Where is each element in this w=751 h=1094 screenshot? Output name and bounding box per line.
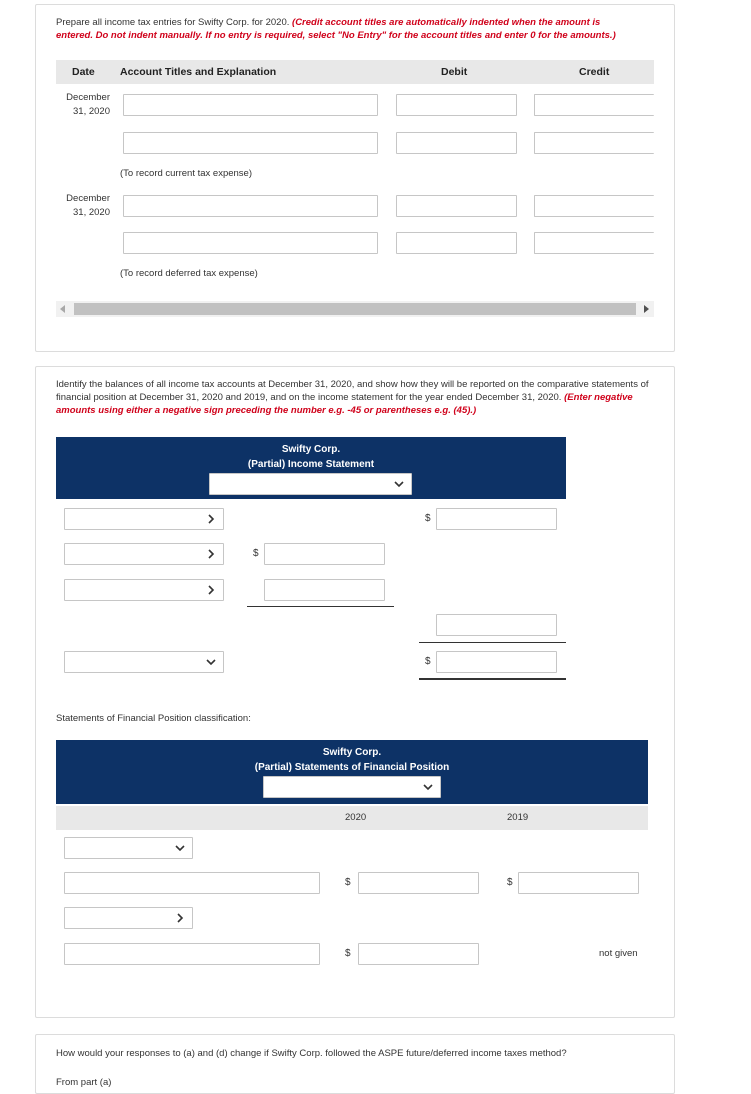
account-title-input[interactable] (64, 943, 320, 965)
sfp-label: Statements of Financial Position classification: (56, 713, 251, 724)
debit-input[interactable] (396, 232, 517, 254)
period-select[interactable] (263, 776, 441, 798)
currency-symbol: $ (345, 948, 351, 959)
double-underline (419, 678, 566, 680)
scroll-left-arrow[interactable] (60, 305, 65, 313)
credit-input[interactable] (534, 132, 654, 154)
company-name: Swifty Corp. (281, 444, 341, 455)
amount-input[interactable] (436, 614, 557, 636)
account-select[interactable] (64, 508, 224, 530)
account-title-input[interactable] (64, 872, 320, 894)
statement-title: (Partial) Statements of Financial Position (254, 762, 450, 773)
account-select[interactable] (64, 543, 224, 565)
statement-title: (Partial) Income Statement (247, 459, 375, 470)
account-title-input[interactable] (123, 195, 378, 217)
account-select[interactable] (64, 651, 224, 673)
amount-input[interactable] (436, 508, 557, 530)
amount-input[interactable] (264, 579, 385, 601)
credit-column-header: Credit (579, 66, 610, 78)
account-column-header: Account Titles and Explanation (120, 66, 277, 78)
amount-2020-input[interactable] (358, 943, 479, 965)
amount-input[interactable] (264, 543, 385, 565)
credit-input[interactable] (534, 94, 654, 116)
entry-date: December 31, 2020 (66, 193, 110, 218)
total-line (419, 642, 566, 643)
part-e-question: How would your responses to (a) and (d) change if Swifty Corp. followed the ASPE future/deferred income taxes method? (56, 1048, 567, 1059)
chevron-down-icon (174, 842, 186, 854)
currency-symbol: $ (507, 877, 513, 888)
amount-input[interactable] (436, 651, 557, 673)
chevron-down-icon (393, 478, 405, 490)
currency-symbol: $ (253, 548, 259, 559)
credit-input[interactable] (534, 195, 654, 217)
account-select[interactable] (64, 579, 224, 601)
currency-symbol: $ (345, 877, 351, 888)
chevron-down-icon (205, 584, 217, 596)
horizontal-scrollbar[interactable] (56, 301, 654, 317)
classification-select[interactable] (64, 907, 193, 929)
chevron-down-icon (205, 548, 217, 560)
date-column-header: Date (72, 66, 95, 78)
debit-input[interactable] (396, 195, 517, 217)
chevron-down-icon (174, 912, 186, 924)
credit-input[interactable] (534, 232, 654, 254)
debit-input[interactable] (396, 94, 517, 116)
account-title-input[interactable] (123, 94, 378, 116)
entry-date: December 31, 2020 (66, 92, 110, 117)
amount-2019-input[interactable] (518, 872, 639, 894)
entry-memo: (To record current tax expense) (120, 168, 253, 179)
chevron-down-icon (205, 513, 217, 525)
debit-input[interactable] (396, 132, 517, 154)
chevron-down-icon (422, 781, 434, 793)
amount-2020-input[interactable] (358, 872, 479, 894)
account-title-input[interactable] (123, 132, 378, 154)
currency-symbol: $ (425, 513, 431, 524)
chevron-down-icon (205, 656, 217, 668)
period-select[interactable] (209, 473, 412, 495)
from-part-label: From part (a) (56, 1077, 112, 1088)
part-a-instructions: Prepare all income tax entries for Swifty Corp. for 2020. (Credit account titles are automatically indented when the amount is entered. Do not indent manually. If no entry is required, select "No Entry" for the account titles and enter 0 for the amounts.) (56, 17, 616, 41)
debit-column-header: Debit (441, 66, 468, 78)
currency-symbol: $ (425, 656, 431, 667)
account-title-input[interactable] (123, 232, 378, 254)
scroll-right-arrow[interactable] (644, 305, 649, 313)
not-given-label: not given (599, 948, 638, 959)
entry-memo: (To record deferred tax expense) (120, 268, 258, 279)
scrollbar-thumb[interactable] (74, 303, 636, 315)
year-2019-header: 2019 (507, 812, 529, 823)
company-name: Swifty Corp. (322, 747, 382, 758)
part-e-panel (35, 1034, 675, 1094)
part-d-instructions: Identify the balances of all income tax accounts at December 31, 2020, and show how they will be reported on the comparative statements of financial position at December 31, 2020 and 2019, and on the income statement for the year ended December 31, 2020. (Enter negative amounts using either a negative sign preceding the number e.g. -45 or parentheses e.g. (45).) (56, 379, 649, 416)
year-2020-header: 2020 (345, 812, 367, 823)
subtotal-line (247, 606, 394, 607)
classification-select[interactable] (64, 837, 193, 859)
